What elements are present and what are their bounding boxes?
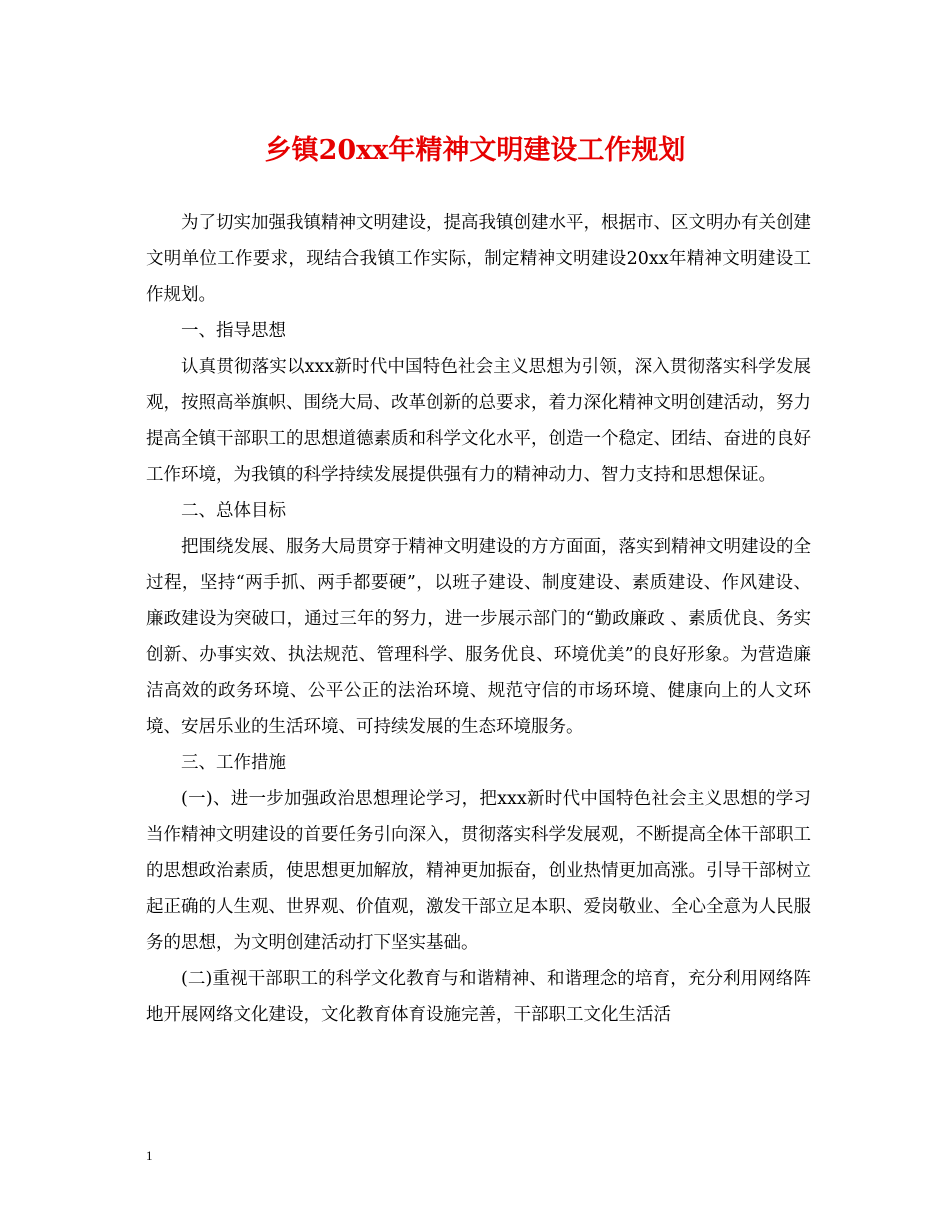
- work-measure-1-paragraph: (一)、进一步加强政治思想理论学习，把xxx新时代中国特色社会主义思想的学习当作精神文明建设的首要任务引向深入，贯彻落实科学发展观，不断提高全体干部职工的思想政治素质，使思想更加解放，精神更加振奋，创业热情更加高涨。引导干部树立起正确的人生观、世界观、价值观，激发干部立足本职、爱岗敬业、全心全意为人民服务的思想，为文明创建活动打下坚实基础。: [146, 789, 811, 953]
- overall-goals-paragraph: 把围绕发展、服务大局贯穿于精神文明建设的方方面面，落实到精神文明建设的全过程，坚持“两手抓、两手都要硬”，以班子建设、制度建设、素质建设、作风建设、廉政建设为突破口，通过三年的努力，进一步展示部门的“勤政廉政 、素质优良、务实创新、办事实效、执法规范、管理科学、服务优良、环境优美”的良好形象。为营造廉洁高效的政务环境、公平公正的法治环境、规范守信的市场环境、健康向上的人文环境、安居乐业的生活环境、可持续发展的生态环境服务。: [146, 537, 811, 737]
- intro-paragraph: 为了切实加强我镇精神文明建设，提高我镇创建水平，根据市、区文明办有关创建文明单位工作要求，现结合我镇工作实际，制定精神文明建设20xx年精神文明建设工作规划。: [146, 213, 811, 305]
- section-heading-guiding-ideology: 一、指导思想: [181, 321, 286, 341]
- work-measure-2-paragraph: (二)重视干部职工的科学文化教育与和谐精神、和谐理念的培育，充分利用网络阵地开展网络文化建设，文化教育体育设施完善，干部职工文化生活活: [146, 969, 811, 1025]
- section-heading-work-measures: 三、工作措施: [181, 753, 286, 773]
- guiding-ideology-paragraph: 认真贯彻落实以xxx新时代中国特色社会主义思想为引领，深入贯彻落实科学发展观，按照高举旗帜、围绕大局、改革创新的总要求，着力深化精神文明创建活动，努力提高全镇干部职工的思想道德素质和科学文化水平，创造一个稳定、团结、奋进的良好工作环境，为我镇的科学持续发展提供强有力的精神动力、智力支持和思想保证。: [146, 357, 811, 485]
- page-number: 1: [146, 1148, 153, 1163]
- section-heading-overall-goals: 二、总体目标: [181, 501, 286, 521]
- document-title: 乡镇20xx年精神文明建设工作规划: [264, 135, 686, 166]
- document-body: [146, 205, 811, 1033]
